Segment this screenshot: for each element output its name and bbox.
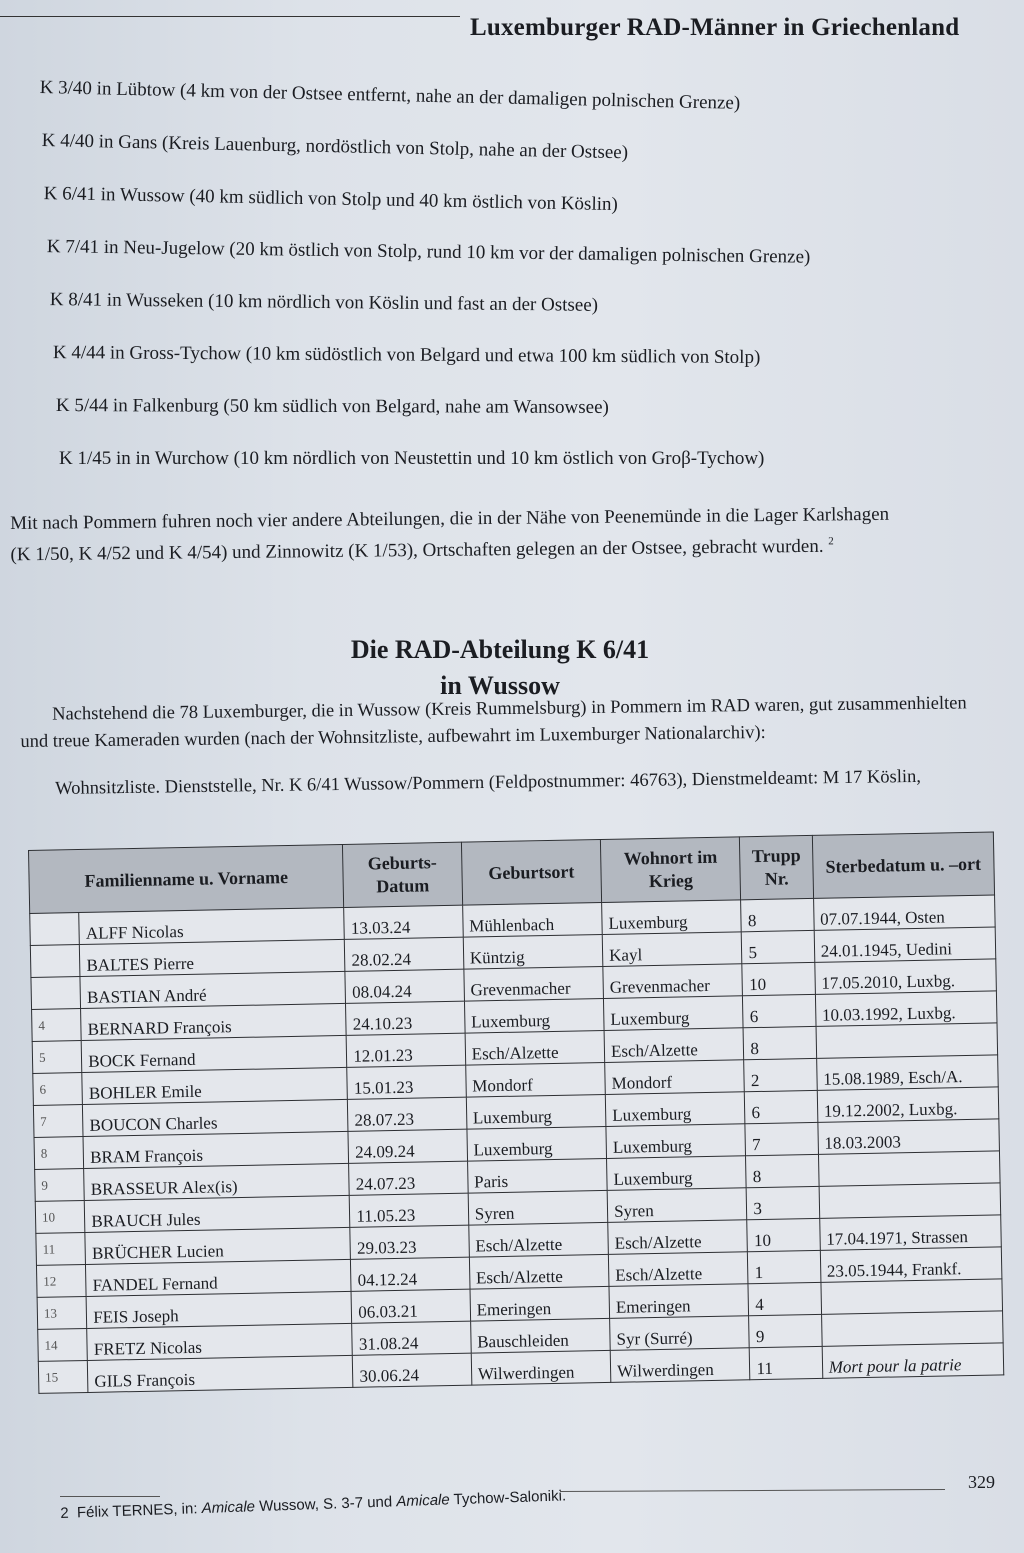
row-number-cell: 11 (36, 1232, 86, 1265)
residence-cell: Esch/Alzette (604, 1028, 744, 1063)
death-cell (816, 1023, 998, 1058)
death-cell: 17.05.2010, Luxbg. (814, 959, 996, 994)
row-number-cell (31, 977, 81, 1010)
death-cell (821, 1279, 1003, 1314)
name-cell: ALFF Nicolas (79, 907, 345, 944)
footnote-title-1: Amicale (201, 1498, 256, 1518)
birth-place-cell: Emeringen (470, 1286, 610, 1321)
header-death: Sterbedatum u. –ort (812, 832, 995, 898)
troop-cell: 7 (745, 1122, 818, 1155)
name-cell: BALTES Pierre (80, 939, 346, 976)
description-paragraph (20, 690, 991, 756)
residence-cell: Luxemburg (605, 1092, 745, 1127)
birth-date-cell: 28.07.23 (348, 1097, 467, 1131)
birth-date-cell: 06.03.21 (351, 1289, 470, 1323)
death-cell (818, 1151, 1000, 1186)
header-rule (0, 16, 460, 17)
troop-cell: 4 (748, 1282, 821, 1315)
row-number-cell: 7 (33, 1104, 83, 1137)
birth-place-cell: Küntzig (463, 934, 603, 969)
row-number-cell: 13 (37, 1296, 87, 1329)
name-cell: GILS François (88, 1355, 354, 1392)
residence-cell: Luxemburg (604, 996, 744, 1031)
name-cell: FANDEL Fernand (86, 1259, 352, 1296)
birth-place-cell: Esch/Alzette (465, 1030, 605, 1065)
member-table (28, 831, 1004, 1393)
residence-cell: Mondorf (605, 1060, 745, 1095)
death-cell (821, 1311, 1003, 1346)
name-cell: BOCK Fernand (81, 1035, 347, 1072)
death-cell: 10.03.1992, Luxbg. (815, 991, 997, 1026)
section-title-line-1: Die RAD-Abteilung K 6/41 (350, 635, 650, 664)
footnote (60, 1487, 566, 1522)
residence-cell: Grevenmacher (603, 964, 743, 999)
footnote-number: 2 (60, 1504, 69, 1522)
troop-cell: 3 (747, 1186, 820, 1219)
troop-cell: 5 (742, 930, 815, 963)
death-cell: 24.01.1945, Uedini (814, 927, 996, 962)
birth-date-cell: 12.01.23 (346, 1033, 465, 1067)
birth-date-cell: 08.04.24 (345, 969, 464, 1003)
page-bottom-rule (560, 1489, 945, 1492)
header-name: Familienname u. Vorname (29, 844, 344, 913)
residence-cell: Luxemburg (606, 1124, 746, 1159)
camp-item: K 8/41 in Wusseken (10 km nördlich von Köslin und fast an der Ostsee) (49, 289, 599, 316)
name-cell: BRAUCH Jules (84, 1195, 350, 1232)
name-cell: BOHLER Emile (82, 1067, 348, 1104)
camp-item: K 4/44 in Gross-Tychow (10 km südöstlich von Belgard und etwa 100 km südlich von Stolp) (52, 342, 761, 369)
header-residence: Wohnort im Krieg (600, 837, 741, 903)
name-cell: BRASSEUR Alex(is) (84, 1163, 350, 1200)
troop-cell: 1 (748, 1250, 821, 1283)
page-number: 329 (968, 1472, 995, 1492)
row-number-cell: 6 (33, 1073, 83, 1106)
troop-cell: 10 (742, 962, 815, 995)
row-number-cell (30, 945, 80, 978)
name-cell: BRAM François (83, 1131, 349, 1168)
death-cell: 07.07.1944, Osten (813, 895, 995, 930)
footnote-author: Félix TERNES, in: (76, 1500, 198, 1522)
row-number-cell: 14 (38, 1328, 88, 1361)
description-line-2: und treue Kameraden wurden (nach der Wohnsitzliste, aufbewahrt im Luxemburger Nationalarchiv): (20, 722, 766, 752)
row-number-cell: 9 (35, 1168, 85, 1201)
residence-cell: Esch/Alzette (608, 1252, 748, 1287)
camp-item: K 3/40 in Lübtow (4 km von der Ostsee entfernt, nahe an der damaligen polnischen Grenze) (39, 76, 741, 114)
camp-item: K 1/45 in in Wurchow (10 km nördlich von Neustettin und 10 km östlich von Groβ-Tychow) (59, 448, 765, 469)
row-number-cell (30, 913, 80, 946)
name-cell: BOUCON Charles (83, 1099, 349, 1136)
birth-place-cell: Grevenmacher (464, 966, 604, 1001)
table-body (30, 895, 1004, 1393)
intro-line-2-text: (K 1/50, K 4/52 und K 4/54) und Zinnowitz (K 1/53), Ortschaften gelegen an der Ostsee, gebracht wurden. (10, 535, 824, 566)
birth-place-cell: Mühlenbach (462, 902, 602, 937)
birth-place-cell: Bauschleiden (470, 1318, 610, 1353)
birth-place-cell: Luxemburg (466, 1094, 606, 1129)
camp-item: K 4/40 in Gans (Kreis Lauenburg, nordöstlich von Stolp, nahe an der Ostsee) (41, 130, 629, 164)
birth-date-cell: 11.05.23 (350, 1193, 469, 1227)
death-cell (819, 1183, 1001, 1218)
header-birth-date: Geburts-Datum (343, 842, 463, 907)
row-number-cell: 4 (32, 1009, 82, 1042)
camp-item: K 5/44 in Falkenburg (50 km südlich von Belgard, nahe am Wansowsee) (55, 395, 609, 418)
birth-date-cell: 31.08.24 (352, 1321, 471, 1355)
intro-paragraph (10, 500, 991, 569)
residence-cell: Syr (Surré) (610, 1316, 750, 1351)
row-number-cell: 8 (34, 1136, 84, 1169)
row-number-cell: 12 (36, 1264, 86, 1297)
residence-cell: Emeringen (609, 1284, 749, 1319)
troop-cell: 11 (750, 1346, 823, 1379)
birth-place-cell: Esch/Alzette (469, 1254, 609, 1289)
birth-place-cell: Mondorf (465, 1062, 605, 1097)
header-birth-place: Geburtsort (461, 840, 602, 906)
troop-cell: 10 (747, 1218, 820, 1251)
birth-place-cell: Paris (467, 1158, 607, 1193)
birth-place-cell: Esch/Alzette (468, 1222, 608, 1257)
birth-place-cell: Luxemburg (467, 1126, 607, 1161)
name-cell: BRÜCHER Lucien (85, 1227, 351, 1264)
header-troop: Trupp Nr. (740, 835, 813, 899)
residence-cell: Syren (607, 1188, 747, 1223)
birth-date-cell: 24.09.24 (348, 1129, 467, 1163)
name-cell: FEIS Joseph (86, 1291, 352, 1328)
footnote-rule (60, 1496, 160, 1497)
footnote-text-1: Wussow, S. 3-7 und (258, 1493, 393, 1516)
name-cell: BERNARD François (81, 1003, 347, 1040)
death-cell: Mort pour la patrie (822, 1343, 1004, 1378)
death-cell: 23.05.1944, Frankf. (820, 1247, 1002, 1282)
row-number-cell: 5 (32, 1041, 82, 1074)
row-number-cell: 10 (35, 1200, 85, 1233)
troop-cell: 8 (743, 1026, 816, 1059)
birth-date-cell: 04.12.24 (351, 1257, 470, 1291)
residence-cell: Esch/Alzette (608, 1220, 748, 1255)
footnote-reference: 2 (828, 535, 834, 548)
birth-date-cell: 29.03.23 (350, 1225, 469, 1259)
death-cell: 18.03.2003 (818, 1119, 1000, 1154)
troop-cell: 2 (744, 1058, 817, 1091)
birth-date-cell: 24.07.23 (349, 1161, 468, 1195)
running-title: Luxemburger RAD-Männer in Griechenland (470, 14, 960, 41)
death-cell: 15.08.1989, Esch/A. (816, 1055, 998, 1090)
wohnsitzliste-line: Wohnsitzliste. Dienststelle, Nr. K 6/41 Wussow/Pommern (Feldpostnummer: 46763), Dienstmeldeamt: M 17 Köslin, (55, 766, 922, 799)
death-cell: 17.04.1971, Strassen (819, 1215, 1001, 1250)
troop-cell: 8 (741, 898, 814, 931)
camp-item: K 6/41 in Wussow (40 km südlich von Stolp und 40 km östlich von Köslin) (43, 183, 619, 216)
section-title-line-2: in Wussow (440, 671, 560, 700)
birth-date-cell: 30.06.24 (353, 1353, 472, 1387)
troop-cell: 8 (746, 1154, 819, 1187)
camp-item: K 7/41 in Neu-Jugelow (20 km östlich von Stolp, rund 10 km vor der damaligen polnischen Grenze) (46, 236, 811, 268)
residence-cell: Kayl (602, 932, 742, 967)
residence-cell: Luxemburg (607, 1156, 747, 1191)
footnote-text-2: Tychow-Saloniki. (453, 1487, 567, 1509)
name-cell: FRETZ Nicolas (87, 1323, 353, 1360)
member-table-wrapper (28, 831, 1004, 1393)
birth-place-cell: Syren (468, 1190, 608, 1225)
birth-place-cell: Luxemburg (464, 998, 604, 1033)
description-line-1: Nachstehend die 78 Luxemburger, die in Wussow (Kreis Rummelsburg) in Pommern im RAD waren, gut zusammenhielten (52, 693, 967, 725)
birth-date-cell: 13.03.24 (344, 905, 463, 939)
birth-place-cell: Wilwerdingen (471, 1350, 611, 1385)
row-number-cell: 15 (38, 1360, 88, 1393)
residence-cell: Wilwerdingen (610, 1348, 750, 1383)
death-cell: 19.12.2002, Luxbg. (817, 1087, 999, 1122)
name-cell: BASTIAN André (80, 971, 346, 1008)
troop-cell: 6 (743, 994, 816, 1027)
residence-cell: Luxemburg (602, 900, 742, 935)
birth-date-cell: 24.10.23 (346, 1001, 465, 1035)
camp-list (40, 74, 940, 498)
troop-cell: 9 (749, 1314, 822, 1347)
intro-line-1: Mit nach Pommern fuhren noch vier andere Abteilungen, die in der Nähe von Peenemünde in die Lager Karlshagen (10, 503, 890, 534)
birth-date-cell: 28.02.24 (345, 937, 464, 971)
birth-date-cell: 15.01.23 (347, 1065, 466, 1099)
footnote-title-2: Amicale (396, 1491, 450, 1511)
troop-cell: 6 (745, 1090, 818, 1123)
